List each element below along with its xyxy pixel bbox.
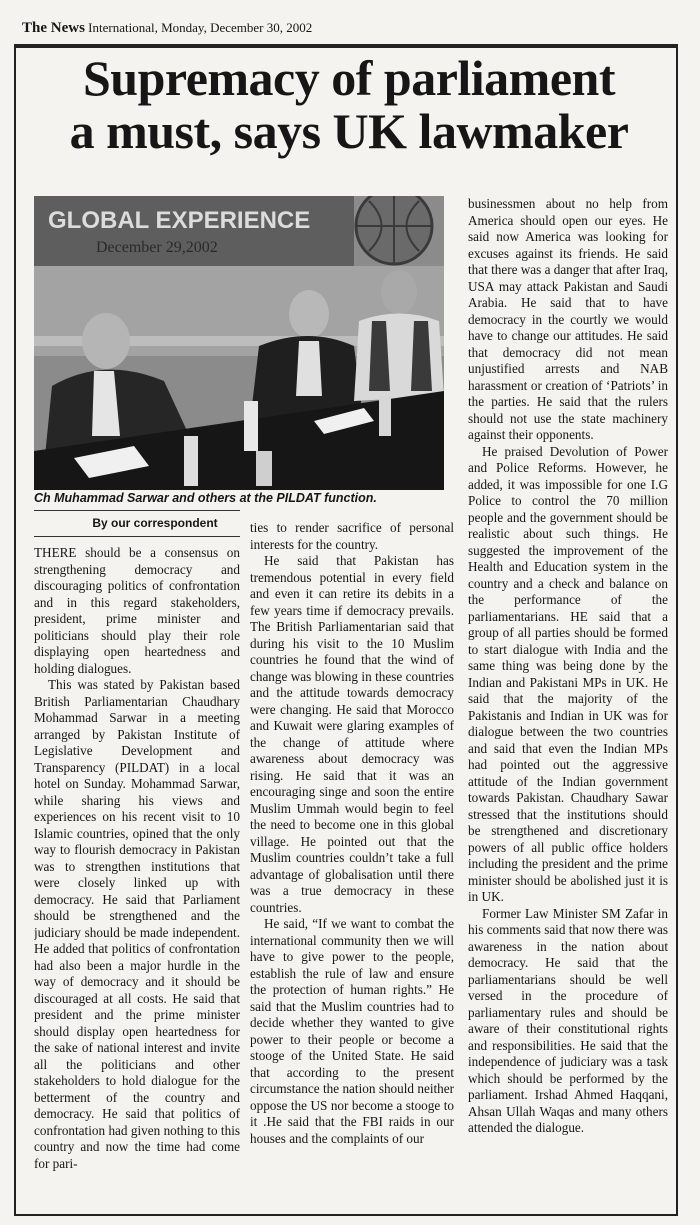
paragraph: THERE should be a consensus on strengthening democracy and discouraging politics of confrontation and in this regard stakeholders, president, prime minister and politicians should play their role displaying open heartedness and holding dialogues. (34, 545, 240, 676)
paragraph: ties to render sacrifice of personal interests for the country. (250, 520, 454, 552)
dateline (22, 20, 682, 37)
paragraph: This was stated by Pakistan based British Parliamentarian Chaudhary Mohammad Sarwar in a meeting arranged by Pakistan Institute of Legislative Development and Transparency (PILDAT) in a local hotel on Sunday. Mohammad Sarwar, while sharing his views and experiences on his recent visit to 10 Islamic countries, opined that the only way to flourish democracy in Pakistan was to strengthen institutions that were closely linked up with democracy. He said that Parliament should be strengthened and the judiciary should be made independent. He added that politics of confrontation had also been a major hurdle in the way of democracy and it should be discouraged at all costs. He said that president and the prime minister should display open heartedness for the sake of national interest and invite all the politicians and other stakeholders to hold dialogue for the betterment of the country and democracy. He said that politics of confrontation had given nothing to this country and now the time had come for pari- (34, 677, 240, 1171)
paragraph: businessmen about no help from America should open our eyes. He said now America was looking for excuses against its friends. He said that there was a danger that after Iraq, USA may attack Pakistan and Saudi Arabia. He said that to have democracy in the courtly we would have to change our attitudes. He said that democracy did not mean unjustified arrests and NAB harassment or creation of ‘Patriots’ in the parties. He said that the rulers should not use the state machinery against their opponents. (468, 196, 668, 442)
article-column-1 (34, 545, 240, 1210)
banner-date: December 29,2002 (96, 239, 218, 256)
banner-title: GLOBAL EXPERIENCE (48, 207, 311, 234)
byline: By our correspondent (92, 516, 218, 530)
byline-rule-top (34, 510, 240, 511)
newspaper-name: The News (22, 20, 85, 36)
article-column-2 (250, 520, 454, 1210)
paragraph: He said, “If we want to combat the international community then we will have to give power to the people, establish the rule of law and ensure the protection of human rights.” He said that the Muslim countries had to decide whether they wanted to give power to their people or become a stooge of the United State. He said that according to the present circumstance the nation should neither oppose the US nor become a stooge to it .He said that the FBI raids in our houses and the complaints of our (250, 916, 454, 1146)
edition-date: International, Monday, December 30, 2002 (88, 20, 313, 35)
paragraph: He praised Devolution of Power and Police Reforms. However, he added, it was impossible for one I.G Police to control the 70 million people and the government should be realistic about such things. He suggested the improvement of the Health and Education system in the country and a check and balance on the performance of the parliamentarians. HE said that a group of all parties should be formed to start dialogue with India and the same thing was being done by the Indian and Pakistani MPs in UK. He said that the majority of the Pakistanis and Indian in UK was for dialogue between the two countries and said that even the Indian MPs had pointed out the aggressive attitude of the Indian government towards Pakistan. Chaudhary Sawar stressed that the institutions should be strengthened and discretionary powers of all public office holders including the president and the prime minister should be abolished just it is in UK. (468, 443, 668, 904)
paragraph: Former Law Minister SM Zafar in his comments said that now there was awareness in the nation about democracy. He said that the parliamentarians should be well versed in the procedure of parliamentary rules and should be aware of their constitutional rights and responsibilities. He said that the independence of judiciary was a task which should be performed by the parliament. Irshad Ahmed Haqqani, Ahsan Ullah Waqas and many others attended the dialogue. (468, 905, 668, 1135)
byline-rule-bottom (34, 536, 240, 537)
person-head (381, 270, 417, 314)
paragraph: He said that Pakistan has tremendous potential in every field and even it can retire its debits in a few years time if democracy prevails. The British Parliamentarian said that during his visit to the 10 Muslim countries he found that the wind of change was blowing in these countries and the attitude towards democracy were changing. He said that Morocco and Kuwait were glaring examples of the change of attitude where awareness about democracy was rising. He said that it was an encouraging singe and soon the entire Muslim Ummah would begin to feel the need to become one in this global village. He pointed out that the Muslim countries couldn’t take a full advantage of globalisation until there was a true democracy in these countries. (250, 553, 454, 915)
headline-line-1: Supremacy of parliament (83, 50, 615, 106)
article-column-3 (468, 196, 668, 1208)
person-head (289, 290, 329, 338)
water-bottle (184, 436, 198, 486)
person-head (82, 313, 130, 369)
headline-line-2: a must, says UK lawmaker (69, 103, 629, 159)
news-photo (34, 196, 444, 490)
photo-illustration (34, 196, 444, 490)
photo-caption: Ch Muhammad Sarwar and others at the PILDAT function. (34, 491, 377, 505)
headline (24, 52, 674, 158)
water-bottle (244, 401, 258, 451)
